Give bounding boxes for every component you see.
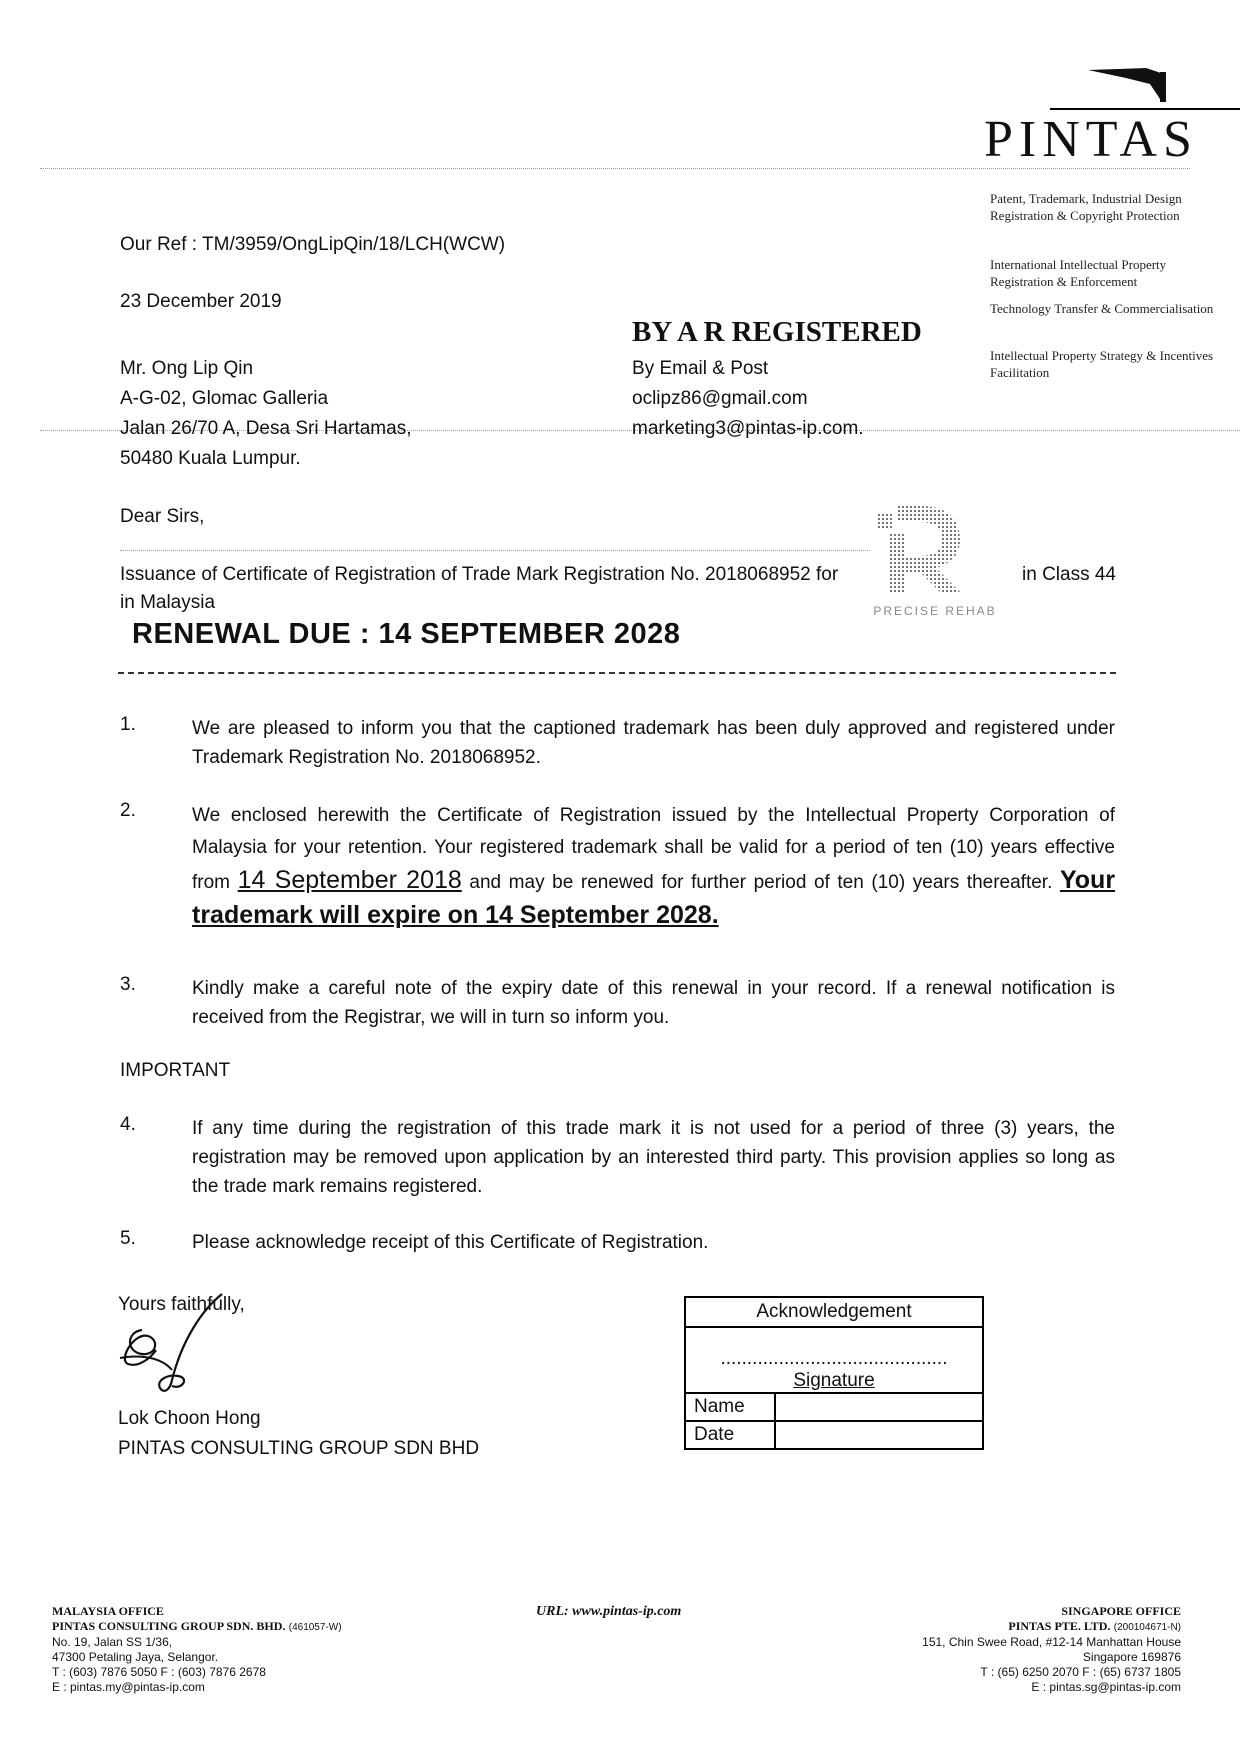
recipient-address: Jalan 26/70 A, Desa Sri Hartamas, xyxy=(120,418,412,439)
footer-url[interactable]: URL: www.pintas-ip.com xyxy=(536,1604,682,1619)
paragraph-4: If any time during the registration of this trade mark it is not used for a period of three (3) years, the registration may be removed upon application by an interested third party. This provision applies so long as the trade mark remains registered. xyxy=(192,1118,1115,1197)
service-item: Intellectual Property Strategy & Incentives Facilitation xyxy=(990,348,1214,380)
service-item: International Intellectual Property Registration & Enforcement xyxy=(990,257,1167,289)
singapore-office-heading: SINGAPORE OFFICE xyxy=(1061,1604,1181,1618)
date-label: Date xyxy=(685,1421,775,1449)
effective-date: 14 September 2018 xyxy=(237,866,462,894)
singapore-email[interactable]: E : pintas.sg@pintas-ip.com xyxy=(1031,1680,1181,1694)
renewal-due: RENEWAL DUE : 14 SEPTEMBER 2028 xyxy=(132,618,681,650)
paragraph-2-text: We enclosed herewith the Certificate of Registration issued by the Intellectual Property Corporation of Malaysia for your retention. Your registered trademark shall be valid for a period of ten (10) years effective from xyxy=(192,805,1115,893)
acknowledgement-box xyxy=(684,1296,984,1450)
pintas-logo: PINTAS xyxy=(984,111,1198,168)
recipient-email[interactable]: oclipz86@gmail.com xyxy=(632,388,808,409)
paragraph-1: We are pleased to inform you that the captioned trademark has been duly approved and registered under Trademark Registration No. 2018068952. xyxy=(192,718,1115,768)
name-field[interactable] xyxy=(775,1393,983,1421)
paragraph-2-text: and may be renewed for further period of ten (10) years thereafter. xyxy=(469,872,1053,893)
signer-name: Lok Choon Hong xyxy=(118,1408,261,1429)
malaysia-office-heading: MALAYSIA OFFICE xyxy=(52,1604,164,1618)
signature-dots: ........................................... xyxy=(720,1348,948,1369)
signer-company: PINTAS CONSULTING GROUP SDN BHD xyxy=(118,1438,480,1459)
salutation: Dear Sirs, xyxy=(120,506,205,527)
our-ref: Our Ref : TM/3959/OngLipQin/18/LCH(WCW) xyxy=(120,234,506,255)
separator xyxy=(118,672,1116,674)
sender-email[interactable]: marketing3@pintas-ip.com. xyxy=(632,418,864,439)
service-item: Technology Transfer & Commercialisation xyxy=(990,301,1214,316)
para-number: 2. xyxy=(120,800,136,821)
pintas-logo-mark xyxy=(1086,64,1176,104)
singapore-address: 151, Chin Swee Road, #12-14 Manhattan House xyxy=(922,1635,1181,1649)
singapore-company-reg: (200104671-N) xyxy=(1113,1622,1181,1633)
sign-off: Yours faithfully, xyxy=(118,1294,245,1315)
singapore-company: PINTAS PTE. LTD. xyxy=(1008,1619,1111,1633)
malaysia-company: PINTAS CONSULTING GROUP SDN. BHD. xyxy=(52,1619,286,1633)
date-field[interactable] xyxy=(775,1421,983,1449)
service-item: Patent, Trademark, Industrial Design Registration & Copyright Protection xyxy=(990,191,1182,223)
recipient-address: 50480 Kuala Lumpur. xyxy=(120,448,301,469)
recipient-address: A-G-02, Glomac Galleria xyxy=(120,388,329,409)
signature-label: Signature xyxy=(793,1370,875,1391)
expiry-notice: Your trademark will expire on 14 September 2028. xyxy=(192,866,1116,929)
malaysia-address: 47300 Petaling Jaya, Selangor. xyxy=(52,1650,219,1664)
paragraph-2 xyxy=(192,800,1115,934)
delivery-method: By Email & Post xyxy=(632,358,769,379)
signature-cell[interactable] xyxy=(685,1327,983,1393)
para-number: 5. xyxy=(120,1228,136,1249)
malaysia-company-reg: (461057-W) xyxy=(288,1622,342,1633)
paragraph-3: Kindly make a careful note of the expiry date of this renewal in your record. If a renewal notification is received from the Registrar, we will in turn so inform you. xyxy=(192,978,1115,1028)
footer-singapore-office xyxy=(922,1604,1181,1695)
subject-class: in Class 44 xyxy=(1022,564,1116,585)
trademark-logo xyxy=(870,494,1000,626)
acknowledgement-title: Acknowledgement xyxy=(685,1297,983,1327)
important-heading: IMPORTANT xyxy=(120,1060,231,1081)
paragraph-5: Please acknowledge receipt of this Certificate of Registration. xyxy=(192,1232,709,1253)
name-label: Name xyxy=(685,1393,775,1421)
malaysia-phone: T : (603) 7876 5050 F : (603) 7876 2678 xyxy=(52,1665,266,1679)
scan-artifact-line xyxy=(120,550,870,551)
malaysia-address: No. 19, Jalan SS 1/36, xyxy=(52,1635,173,1649)
subject-line: Issuance of Certificate of Registration of Trade Mark Registration No. 2018068952 for xyxy=(120,564,839,585)
letter-date: 23 December 2019 xyxy=(120,291,282,312)
recipient-name: Mr. Ong Lip Qin xyxy=(120,358,254,379)
singapore-phone: T : (65) 6250 2070 F : (65) 6737 1805 xyxy=(980,1665,1181,1679)
singapore-address: Singapore 169876 xyxy=(1082,1650,1181,1664)
malaysia-email[interactable]: E : pintas.my@pintas-ip.com xyxy=(52,1680,205,1694)
subject-line: in Malaysia xyxy=(120,592,216,613)
trademark-logo-text: PRECISE REHAB xyxy=(873,604,997,618)
para-number: 1. xyxy=(120,714,136,735)
para-number: 3. xyxy=(120,974,136,995)
delivery-title: BY A R REGISTERED xyxy=(632,316,922,348)
para-number: 4. xyxy=(120,1114,136,1135)
handwritten-signature xyxy=(112,1290,252,1400)
footer-malaysia-office xyxy=(52,1604,342,1695)
